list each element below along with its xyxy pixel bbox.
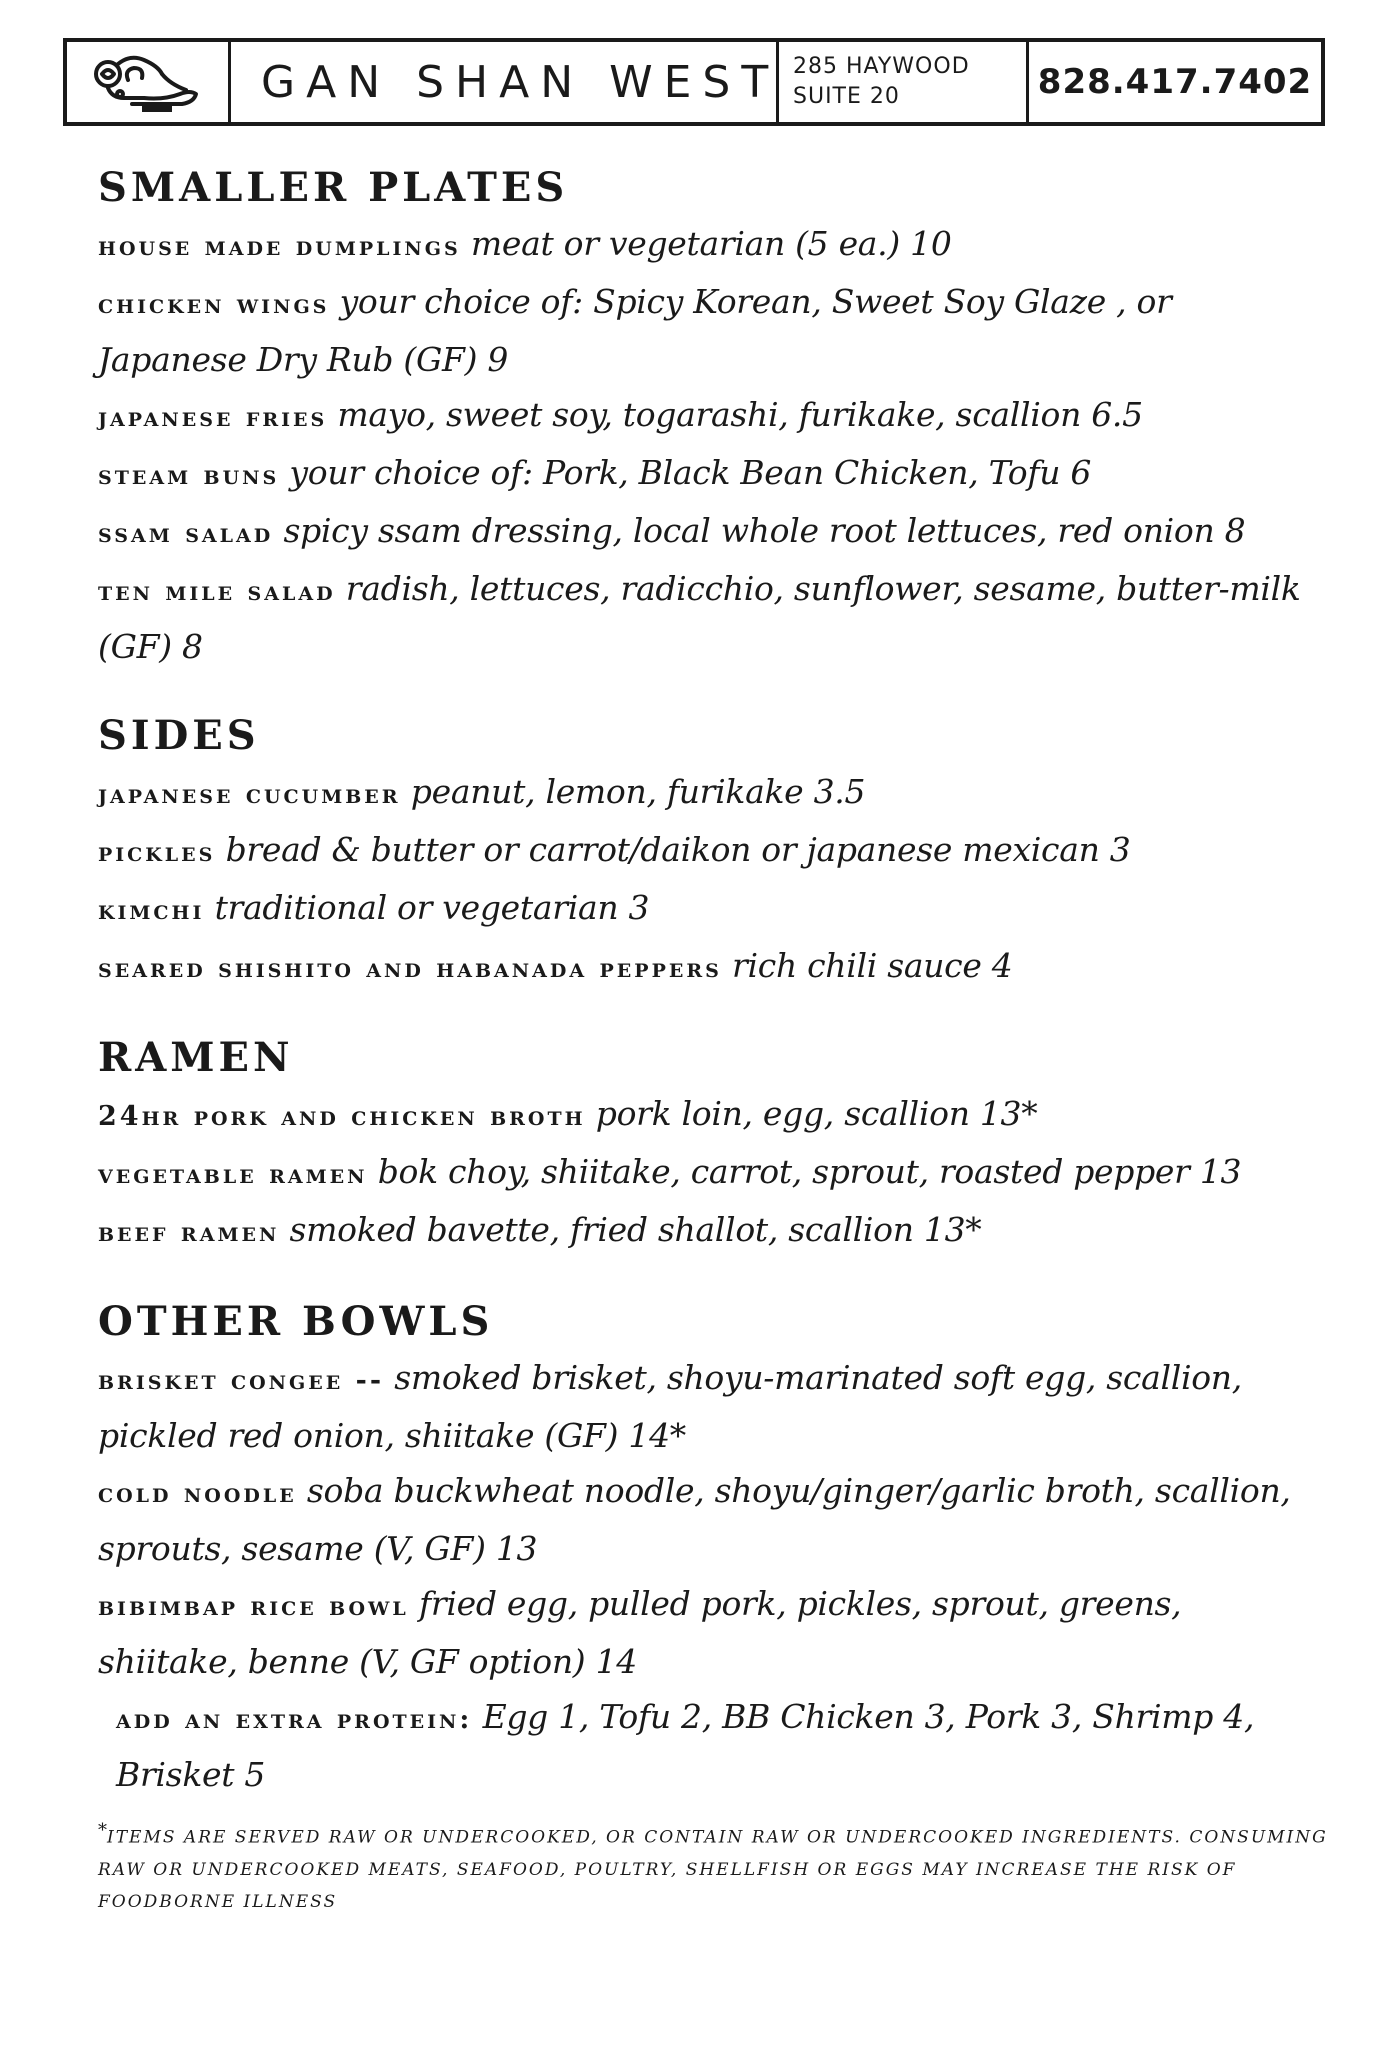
item-name: japanese fries: [98, 402, 328, 433]
section-sides: [98, 708, 1328, 996]
item-name: kimchi: [98, 895, 205, 926]
item-name: vegetable ramen: [98, 1159, 368, 1190]
section-smaller-plates: [98, 160, 1328, 674]
section-title: RAMEN: [98, 1034, 294, 1081]
menu-item: [98, 445, 1328, 503]
item-name: cold noodle: [98, 1478, 297, 1509]
item-description: meat or vegetarian (5 ea.) 10: [460, 224, 952, 263]
item-name: add an extra protein:: [116, 1704, 473, 1735]
item-name: pickles: [98, 837, 216, 868]
elephant-logo-icon: [88, 50, 208, 114]
section-ramen: [98, 1030, 1328, 1260]
phone-number: 828.417.7402: [1037, 62, 1313, 102]
item-name: bibimbap rice bowl: [98, 1591, 409, 1622]
item-name: ten mile salad: [98, 576, 336, 607]
item-name: ssam salad: [98, 518, 274, 549]
address-line-1: 285 HAYWOOD: [793, 54, 970, 79]
menu-item: [98, 822, 1328, 880]
item-description: pork loin, egg, scallion 13*: [585, 1094, 1038, 1133]
item-description: bok choy, shiitake, carrot, sprout, roasted pepper 13: [367, 1152, 1242, 1191]
menu-item: [98, 561, 1328, 674]
section-other-bowls: [98, 1294, 1328, 1802]
menu-item: [98, 274, 1328, 387]
item-name: steam buns: [98, 460, 280, 491]
item-name: house made dumplings: [98, 231, 461, 262]
menu-item: [98, 1576, 1328, 1689]
phone-cell: [1029, 42, 1321, 122]
menu-item: [98, 1086, 1328, 1144]
item-description: traditional or vegetarian 3: [204, 888, 650, 927]
item-description: radish, lettuces, radicchio, sunflower, sesame, butter-milk (GF) 8: [98, 569, 1301, 666]
menu-item: [98, 503, 1328, 561]
item-name: chicken wings: [98, 289, 330, 320]
raw-food-disclaimer: [98, 1815, 1328, 1918]
item-description: peanut, lemon, furikake 3.5: [400, 772, 866, 811]
menu-item: [98, 1463, 1328, 1576]
item-description: mayo, sweet soy, togarashi, furikake, scallion 6.5: [327, 395, 1143, 434]
item-description: bread & butter or carrot/daikon or japanese mexican 3: [215, 830, 1131, 869]
section-title: SMALLER PLATES: [98, 164, 569, 211]
restaurant-name: GAN SHAN WEST: [261, 56, 780, 108]
logo-cell: [67, 42, 231, 122]
item-description: smoked bavette, fried shallot, scallion 13*: [279, 1210, 982, 1249]
menu-item: [98, 1350, 1328, 1463]
footnote-star: *: [98, 1820, 107, 1841]
item-description: your choice of: Spicy Korean, Sweet Soy Glaze , or Japanese Dry Rub (GF) 9: [98, 282, 1172, 379]
item-description: soba buckwheat noodle, shoyu/ginger/garlic broth, scallion, sprouts, sesame (V, GF) 13: [98, 1471, 1291, 1568]
item-description: fried egg, pulled pork, pickles, sprout, greens, shiitake, benne (V, GF option) 14: [98, 1584, 1182, 1681]
item-description: rich chili sauce 4: [721, 946, 1013, 985]
item-name: brisket congee --: [98, 1365, 385, 1396]
menu-item: [98, 880, 1328, 938]
address-cell: [779, 42, 1029, 122]
restaurant-name-cell: [231, 42, 779, 122]
section-title: OTHER BOWLS: [98, 1298, 494, 1345]
section-title: SIDES: [98, 712, 260, 759]
footnote-text: ITEMS ARE SERVED RAW OR UNDERCOOKED, OR CONTAIN RAW OR UNDERCOOKED INGREDIENTS. CONSUMING RAW OR UNDERCOOKED MEATS, SEAFOOD, POULTRY, SHELLFISH OR EGGS MAY INCREASE THE RISK OF FOODBORNE ILLNESS: [98, 1827, 1328, 1912]
menu-item: [98, 1202, 1328, 1260]
item-name: japanese cucumber: [98, 779, 401, 810]
menu-item: [98, 1144, 1328, 1202]
menu-item: [98, 387, 1328, 445]
menu-item: [98, 764, 1328, 822]
item-name: 24hr pork and chicken broth: [98, 1101, 586, 1132]
menu-item: [98, 938, 1328, 996]
menu-content: [98, 160, 1328, 1836]
item-description: Egg 1, Tofu 2, BB Chicken 3, Pork 3, Shrimp 4, Brisket 5: [116, 1697, 1255, 1794]
item-description: smoked brisket, shoyu-marinated soft egg, scallion, pickled red onion, shiitake (GF) 14*: [98, 1358, 1242, 1455]
menu-item: [98, 216, 1328, 274]
item-description: spicy ssam dressing, local whole root lettuces, red onion 8: [273, 511, 1246, 550]
extra-protein-note: [98, 1689, 1328, 1802]
item-name: seared shishito and habanada peppers: [98, 953, 722, 984]
item-name: beef ramen: [98, 1217, 280, 1248]
menu-header: [63, 38, 1325, 126]
item-description: your choice of: Pork, Black Bean Chicken, Tofu 6: [279, 453, 1092, 492]
address-line-2: SUITE 20: [793, 84, 900, 109]
